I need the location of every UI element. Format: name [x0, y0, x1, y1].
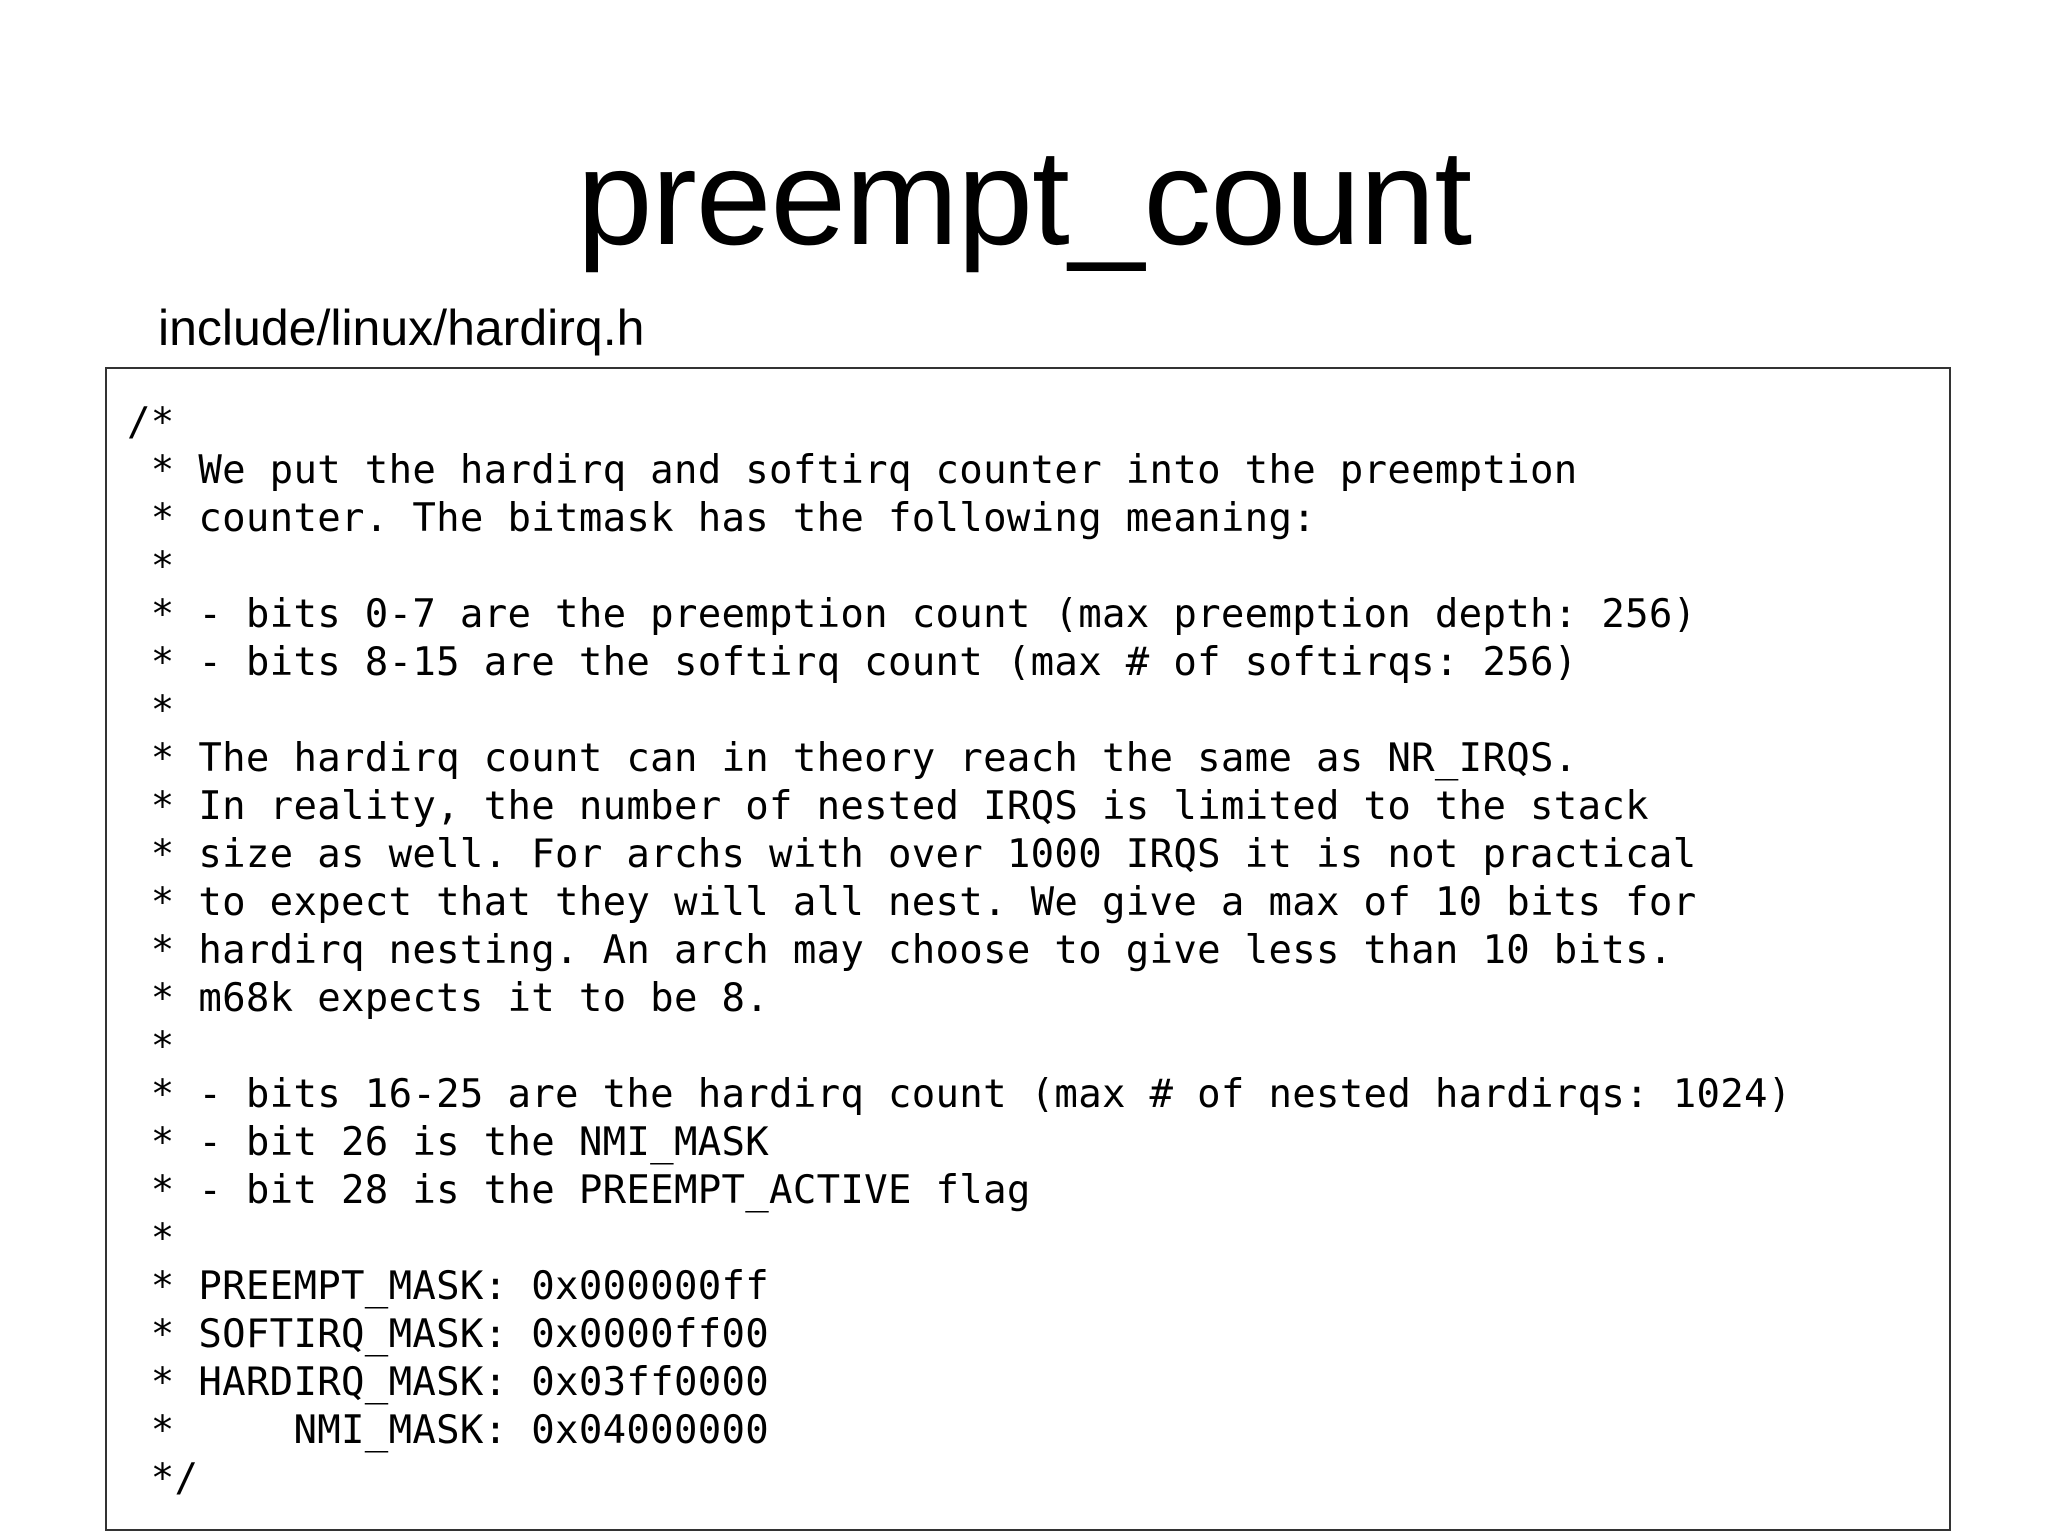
code-comment — [127, 399, 1792, 1503]
code-line: * hardirq nesting. An arch may choose to give less than 10 bits. — [127, 928, 1673, 973]
file-path-label: include/linux/hardirq.h — [158, 300, 645, 356]
code-line: * NMI_MASK: 0x04000000 — [127, 1408, 770, 1453]
code-line: * - bit 26 is the NMI_MASK — [127, 1120, 770, 1165]
code-line: * — [127, 1216, 175, 1261]
code-line: * - bits 8-15 are the softirq count (max # of softirqs: 256) — [127, 640, 1578, 685]
code-line: * In reality, the number of nested IRQS is limited to the stack — [127, 784, 1649, 829]
code-line: * — [127, 688, 175, 733]
code-line: * to expect that they will all nest. We give a max of 10 bits for — [127, 880, 1697, 925]
code-line: * - bit 28 is the PREEMPT_ACTIVE flag — [127, 1168, 1031, 1213]
code-line: * - bits 16-25 are the hardirq count (max # of nested hardirqs: 1024) — [127, 1072, 1792, 1117]
code-line: /* — [127, 400, 175, 445]
code-line: * We put the hardirq and softirq counter into the preemption — [127, 448, 1578, 493]
code-line: * PREEMPT_MASK: 0x000000ff — [127, 1264, 770, 1309]
code-line: * SOFTIRQ_MASK: 0x0000ff00 — [127, 1312, 770, 1357]
code-line: * — [127, 1024, 175, 1069]
code-line: */ — [127, 1456, 199, 1501]
code-line: * counter. The bitmask has the following meaning: — [127, 496, 1316, 541]
code-line: * HARDIRQ_MASK: 0x03ff0000 — [127, 1360, 770, 1405]
slide-title: preempt_count — [576, 121, 1472, 273]
code-line: * - bits 0-7 are the preemption count (max preemption depth: 256) — [127, 592, 1697, 637]
code-block — [105, 367, 1951, 1531]
code-line: * size as well. For archs with over 1000 IRQS it is not practical — [127, 832, 1697, 877]
code-line: * The hardirq count can in theory reach the same as NR_IRQS. — [127, 736, 1578, 781]
code-line: * m68k expects it to be 8. — [127, 976, 770, 1021]
code-line: * — [127, 544, 175, 589]
